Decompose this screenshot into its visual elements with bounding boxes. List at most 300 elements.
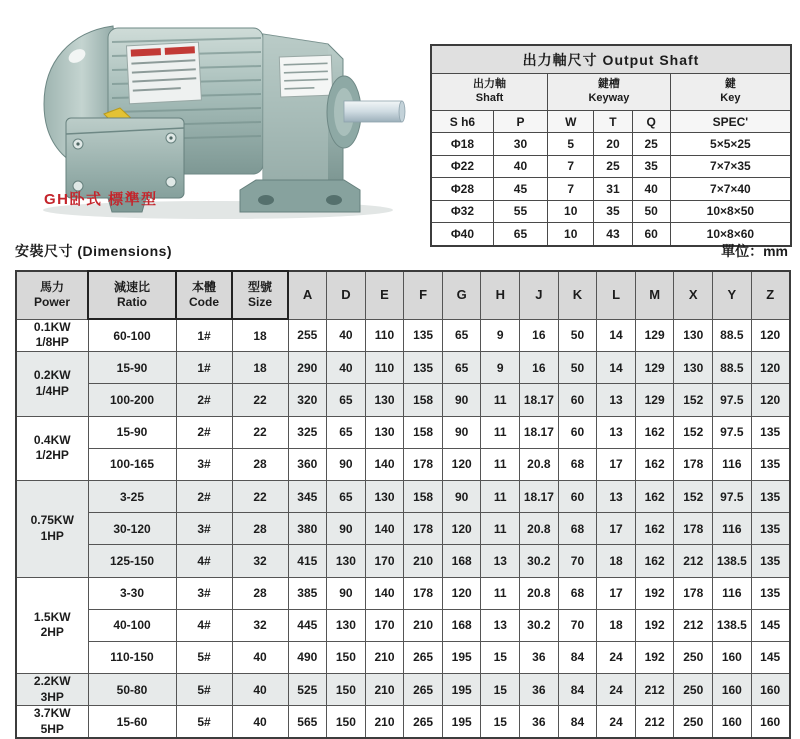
dim-col-header: A [288, 271, 327, 319]
dim-cell: 18.17 [520, 480, 559, 512]
dim-cell: 212 [635, 674, 674, 706]
dim-cell: 11 [481, 448, 520, 480]
dim-cell: 11 [481, 384, 520, 416]
dim-cell: 13 [597, 384, 636, 416]
motor-type-caption: GH卧式 標準型 [44, 191, 158, 208]
shaft-group-row [431, 74, 791, 111]
dim-cell: 5# [176, 674, 232, 706]
dim-cell: 2# [176, 384, 232, 416]
shaft-row [431, 133, 791, 156]
output-shaft [344, 101, 402, 122]
dim-col-header: G [442, 271, 481, 319]
dim-cell: 150 [327, 674, 366, 706]
shaft-row [431, 178, 791, 201]
dim-cell: 158 [404, 384, 443, 416]
shaft-cell: 7×7×40 [670, 178, 791, 201]
dim-cell: 13 [481, 609, 520, 641]
dim-cell: 1# [176, 352, 232, 384]
dim-cell: 250 [674, 641, 713, 673]
dim-cell: 40 [327, 352, 366, 384]
dim-col-header: H [481, 271, 520, 319]
dim-cell: 20.8 [520, 513, 559, 545]
dim-row [16, 480, 790, 512]
dim-cell: 50 [558, 319, 597, 352]
dim-cell: 145 [751, 641, 790, 673]
dim-cell: 36 [520, 706, 559, 739]
dim-row [16, 513, 790, 545]
dim-row [16, 384, 790, 416]
dim-cell: 65 [442, 352, 481, 384]
dim-row [16, 674, 790, 706]
dim-cell: 11 [481, 416, 520, 448]
dim-cell: 4# [176, 545, 232, 577]
dim-cell: 130 [365, 384, 404, 416]
shaft-cell: 40 [632, 178, 670, 201]
dim-row [16, 448, 790, 480]
shaft-col-header: T [594, 111, 632, 133]
power-cell: 3.7KW 5HP [16, 706, 88, 739]
dim-cell: 15 [481, 641, 520, 673]
shaft-cell: 35 [632, 155, 670, 178]
dim-cell: 90 [327, 513, 366, 545]
dim-cell: 129 [635, 319, 674, 352]
dim-cell: 129 [635, 384, 674, 416]
dim-cell: 84 [558, 674, 597, 706]
dim-cell: 97.5 [713, 416, 752, 448]
shaft-cell: Φ22 [431, 155, 493, 178]
shaft-row [431, 155, 791, 178]
shaft-cell: 45 [493, 178, 547, 201]
dim-cell: 84 [558, 641, 597, 673]
dim-cell: 255 [288, 319, 327, 352]
dim-cell: 140 [365, 513, 404, 545]
dim-cell: 40 [232, 706, 288, 739]
dim-cell: 150 [327, 641, 366, 673]
dim-cell: 120 [751, 352, 790, 384]
dim-cell: 13 [481, 545, 520, 577]
shaft-cell: 35 [594, 200, 632, 223]
dim-col-header: X [674, 271, 713, 319]
dim-cell: 192 [635, 577, 674, 609]
dim-cell: 168 [442, 545, 481, 577]
dim-cell: 135 [751, 416, 790, 448]
shaft-group-shaft: 出力軸 Shaft [431, 74, 548, 111]
dim-cell: 97.5 [713, 384, 752, 416]
power-cell: 2.2KW 3HP [16, 674, 88, 706]
dim-col-header: Z [751, 271, 790, 319]
dim-cell: 212 [674, 609, 713, 641]
dim-cell: 120 [442, 513, 481, 545]
dim-cell: 22 [232, 384, 288, 416]
dim-cell: 565 [288, 706, 327, 739]
shaft-cell: 10×8×50 [670, 200, 791, 223]
dim-cell: 135 [751, 448, 790, 480]
top-section [0, 0, 800, 240]
shaft-cell: Φ32 [431, 200, 493, 223]
dim-cell: 90 [442, 384, 481, 416]
dim-cell: 11 [481, 513, 520, 545]
dim-cell: 195 [442, 674, 481, 706]
dim-cell: 18.17 [520, 384, 559, 416]
dim-cell: 90 [442, 480, 481, 512]
dim-cell: 90 [442, 416, 481, 448]
output-shaft-table-wrap [430, 44, 792, 247]
shaft-end [399, 101, 405, 122]
dim-cell: 195 [442, 641, 481, 673]
shaft-cell: 10 [548, 200, 594, 223]
dim-cell: 32 [232, 609, 288, 641]
shaft-cell: Φ18 [431, 133, 493, 156]
dim-cell: 22 [232, 480, 288, 512]
dim-col-header: F [404, 271, 443, 319]
dim-cell: 490 [288, 641, 327, 673]
shaft-cell: 25 [594, 155, 632, 178]
power-cell: 0.75KW 1HP [16, 480, 88, 577]
dim-cell: 162 [635, 448, 674, 480]
dim-cell: 2# [176, 416, 232, 448]
dim-cell: 152 [674, 384, 713, 416]
power-cell: 1.5KW 2HP [16, 577, 88, 674]
dim-cell: 3# [176, 577, 232, 609]
dim-cell: 250 [674, 674, 713, 706]
dim-col-header: 減速比 Ratio [88, 271, 176, 319]
shaft-col-header-row [431, 111, 791, 133]
motor-nameplate [126, 42, 201, 104]
dim-cell: 90 [327, 448, 366, 480]
unit-label: 單位：mm [721, 243, 788, 259]
dim-cell: 110 [365, 352, 404, 384]
dim-cell: 4# [176, 609, 232, 641]
shaft-row [431, 200, 791, 223]
dim-cell: 30.2 [520, 609, 559, 641]
dim-cell: 170 [365, 545, 404, 577]
dim-col-header: L [597, 271, 636, 319]
dim-cell: 28 [232, 577, 288, 609]
dim-cell: 162 [635, 480, 674, 512]
dim-cell: 20.8 [520, 577, 559, 609]
dim-cell: 15-90 [88, 416, 176, 448]
dim-cell: 100-200 [88, 384, 176, 416]
dimensions-header-row [15, 241, 788, 261]
dim-col-header: K [558, 271, 597, 319]
dim-cell: 325 [288, 416, 327, 448]
dim-cell: 110-150 [88, 641, 176, 673]
dim-cell: 18 [232, 352, 288, 384]
dim-cell: 130 [365, 416, 404, 448]
dim-cell: 162 [635, 513, 674, 545]
dim-cell: 16 [520, 319, 559, 352]
dim-cell: 210 [365, 706, 404, 739]
dim-cell: 210 [404, 609, 443, 641]
dim-cell: 210 [365, 674, 404, 706]
dim-row [16, 545, 790, 577]
dim-col-header: D [327, 271, 366, 319]
dim-cell: 3-30 [88, 577, 176, 609]
dim-cell: 5# [176, 641, 232, 673]
shaft-col-header: W [548, 111, 594, 133]
dim-cell: 135 [751, 513, 790, 545]
dim-cell: 265 [404, 674, 443, 706]
dim-cell: 140 [365, 577, 404, 609]
dim-cell: 168 [442, 609, 481, 641]
shaft-col-header: S h6 [431, 111, 493, 133]
dim-cell: 140 [365, 448, 404, 480]
dim-cell: 40-100 [88, 609, 176, 641]
dim-cell: 290 [288, 352, 327, 384]
dim-cell: 135 [404, 352, 443, 384]
dim-cell: 36 [520, 641, 559, 673]
dim-col-header: E [365, 271, 404, 319]
dim-cell: 60 [558, 480, 597, 512]
dim-cell: 50-80 [88, 674, 176, 706]
dim-cell: 160 [751, 674, 790, 706]
dim-cell: 13 [597, 416, 636, 448]
dim-cell: 36 [520, 674, 559, 706]
dim-cell: 135 [404, 319, 443, 352]
shaft-cell: 43 [594, 223, 632, 246]
dim-cell: 445 [288, 609, 327, 641]
dim-cell: 18.17 [520, 416, 559, 448]
dim-row [16, 609, 790, 641]
shaft-title-row [431, 45, 791, 74]
dim-cell: 210 [404, 545, 443, 577]
shaft-cell: Φ40 [431, 223, 493, 246]
dim-cell: 130 [327, 545, 366, 577]
dim-row [16, 706, 790, 739]
dim-cell: 88.5 [713, 319, 752, 352]
dim-col-header: 本體 Code [176, 271, 232, 319]
dim-cell: 68 [558, 448, 597, 480]
shaft-cell: 5×5×25 [670, 133, 791, 156]
shaft-cell: 7×7×35 [670, 155, 791, 178]
dim-cell: 212 [674, 545, 713, 577]
dim-col-header: 馬力 Power [16, 271, 88, 319]
shaft-group-keyway: 鍵槽 Keyway [548, 74, 671, 111]
dim-cell: 160 [713, 674, 752, 706]
dim-cell: 18 [232, 319, 288, 352]
dim-cell: 30-120 [88, 513, 176, 545]
dim-cell: 68 [558, 577, 597, 609]
dim-cell: 170 [365, 609, 404, 641]
dim-cell: 9 [481, 352, 520, 384]
dim-cell: 380 [288, 513, 327, 545]
dimensions-table [15, 270, 791, 739]
dim-cell: 11 [481, 480, 520, 512]
shaft-col-header: Q [632, 111, 670, 133]
dim-cell: 160 [713, 641, 752, 673]
shaft-cell: 60 [632, 223, 670, 246]
shaft-col-header: P [493, 111, 547, 133]
shaft-group-key: 鍵 Key [670, 74, 791, 111]
dim-cell: 18 [597, 609, 636, 641]
dim-cell: 152 [674, 416, 713, 448]
dim-cell: 265 [404, 641, 443, 673]
dim-cell: 160 [751, 706, 790, 739]
dim-cell: 70 [558, 545, 597, 577]
dim-cell: 162 [635, 416, 674, 448]
dim-cell: 40 [232, 641, 288, 673]
shaft-cell: 50 [632, 200, 670, 223]
dim-row [16, 577, 790, 609]
dim-cell: 178 [404, 448, 443, 480]
dim-cell: 135 [751, 480, 790, 512]
dim-cell: 90 [327, 577, 366, 609]
shaft-cell: 25 [632, 133, 670, 156]
mounting-foot [240, 180, 360, 212]
output-shaft-table [430, 44, 792, 247]
dim-cell: 16 [520, 352, 559, 384]
dim-cell: 3-25 [88, 480, 176, 512]
dim-cell: 3# [176, 448, 232, 480]
shaft-cell: 10 [548, 223, 594, 246]
dim-cell: 40 [327, 319, 366, 352]
dim-cell: 84 [558, 706, 597, 739]
shaft-cell: Φ28 [431, 178, 493, 201]
dim-cell: 20.8 [520, 448, 559, 480]
dim-row [16, 641, 790, 673]
dim-cell: 15 [481, 706, 520, 739]
dim-cell: 116 [713, 513, 752, 545]
dim-cell: 18 [597, 545, 636, 577]
dim-cell: 30.2 [520, 545, 559, 577]
dim-cell: 88.5 [713, 352, 752, 384]
dim-cell: 14 [597, 319, 636, 352]
dim-cell: 65 [442, 319, 481, 352]
dim-row [16, 319, 790, 352]
dim-cell: 250 [674, 706, 713, 739]
gearbox-label [279, 55, 332, 97]
dim-row [16, 416, 790, 448]
dim-cell: 129 [635, 352, 674, 384]
dim-cell: 150 [327, 706, 366, 739]
dim-cell: 65 [327, 416, 366, 448]
shaft-cell: 20 [594, 133, 632, 156]
dim-cell: 130 [674, 352, 713, 384]
power-cell: 0.1KW 1/8HP [16, 319, 88, 352]
dim-cell: 178 [404, 513, 443, 545]
shaft-cell: 40 [493, 155, 547, 178]
dim-cell: 158 [404, 416, 443, 448]
dim-cell: 13 [597, 480, 636, 512]
dim-cell: 178 [674, 577, 713, 609]
dim-cell: 360 [288, 448, 327, 480]
power-cell: 0.2KW 1/4HP [16, 352, 88, 416]
dim-cell: 15 [481, 674, 520, 706]
dim-cell: 192 [635, 609, 674, 641]
dim-cell: 116 [713, 448, 752, 480]
dim-cell: 385 [288, 577, 327, 609]
dim-cell: 120 [442, 448, 481, 480]
dim-cell: 68 [558, 513, 597, 545]
dim-cell: 60 [558, 384, 597, 416]
dim-col-header: 型號 Size [232, 271, 288, 319]
dim-cell: 178 [404, 577, 443, 609]
dim-cell: 15-90 [88, 352, 176, 384]
shaft-cell: 7 [548, 155, 594, 178]
shaft-cell: 10×8×60 [670, 223, 791, 246]
dim-cell: 32 [232, 545, 288, 577]
dim-cell: 50 [558, 352, 597, 384]
shaft-col-header: SPEC' [670, 111, 791, 133]
dim-cell: 178 [674, 448, 713, 480]
dim-cell: 9 [481, 319, 520, 352]
mounting-hole-left [258, 195, 274, 205]
dim-cell: 178 [674, 513, 713, 545]
dim-cell: 1# [176, 319, 232, 352]
shaft-cell: 7 [548, 178, 594, 201]
dim-cell: 135 [751, 545, 790, 577]
dim-cell: 120 [751, 319, 790, 352]
dim-cell: 24 [597, 674, 636, 706]
dim-cell: 2# [176, 480, 232, 512]
dim-cell: 65 [327, 384, 366, 416]
dim-cell: 28 [232, 513, 288, 545]
dim-cell: 5# [176, 706, 232, 739]
dim-row [16, 352, 790, 384]
dim-cell: 130 [327, 609, 366, 641]
dim-cell: 120 [751, 384, 790, 416]
dim-cell: 22 [232, 416, 288, 448]
dim-cell: 210 [365, 641, 404, 673]
dim-cell: 15-60 [88, 706, 176, 739]
dim-cell: 24 [597, 706, 636, 739]
dim-cell: 60-100 [88, 319, 176, 352]
dim-cell: 160 [713, 706, 752, 739]
dim-cell: 125-150 [88, 545, 176, 577]
shaft-cell: 65 [493, 223, 547, 246]
dim-col-header: J [520, 271, 559, 319]
dim-cell: 60 [558, 416, 597, 448]
shaft-cell: 30 [493, 133, 547, 156]
dim-cell: 14 [597, 352, 636, 384]
dim-cell: 525 [288, 674, 327, 706]
dim-cell: 110 [365, 319, 404, 352]
dim-cell: 135 [751, 577, 790, 609]
dim-cell: 65 [327, 480, 366, 512]
dim-cell: 345 [288, 480, 327, 512]
dim-cell: 415 [288, 545, 327, 577]
dim-cell: 145 [751, 609, 790, 641]
dim-cell: 40 [232, 674, 288, 706]
dim-cell: 192 [635, 641, 674, 673]
dim-cell: 162 [635, 545, 674, 577]
dim-cell: 138.5 [713, 545, 752, 577]
dim-cell: 320 [288, 384, 327, 416]
dim-col-header: Y [713, 271, 752, 319]
shaft-cell: 55 [493, 200, 547, 223]
dim-cell: 97.5 [713, 480, 752, 512]
dim-cell: 152 [674, 480, 713, 512]
mounting-hole-right [326, 195, 342, 205]
dim-cell: 17 [597, 577, 636, 609]
dim-cell: 212 [635, 706, 674, 739]
dim-cell: 130 [365, 480, 404, 512]
output-shaft-title: 出力軸尺寸 Output Shaft [431, 45, 791, 74]
dim-cell: 11 [481, 577, 520, 609]
dim-cell: 70 [558, 609, 597, 641]
dim-cell: 24 [597, 641, 636, 673]
power-cell: 0.4KW 1/2HP [16, 416, 88, 480]
dim-cell: 28 [232, 448, 288, 480]
dim-cell: 100-165 [88, 448, 176, 480]
dim-cell: 130 [674, 319, 713, 352]
dim-cell: 265 [404, 706, 443, 739]
motor-photo [8, 4, 413, 224]
dim-cell: 195 [442, 706, 481, 739]
shaft-cell: 31 [594, 178, 632, 201]
dim-cell: 120 [442, 577, 481, 609]
dim-header-row [16, 271, 790, 319]
